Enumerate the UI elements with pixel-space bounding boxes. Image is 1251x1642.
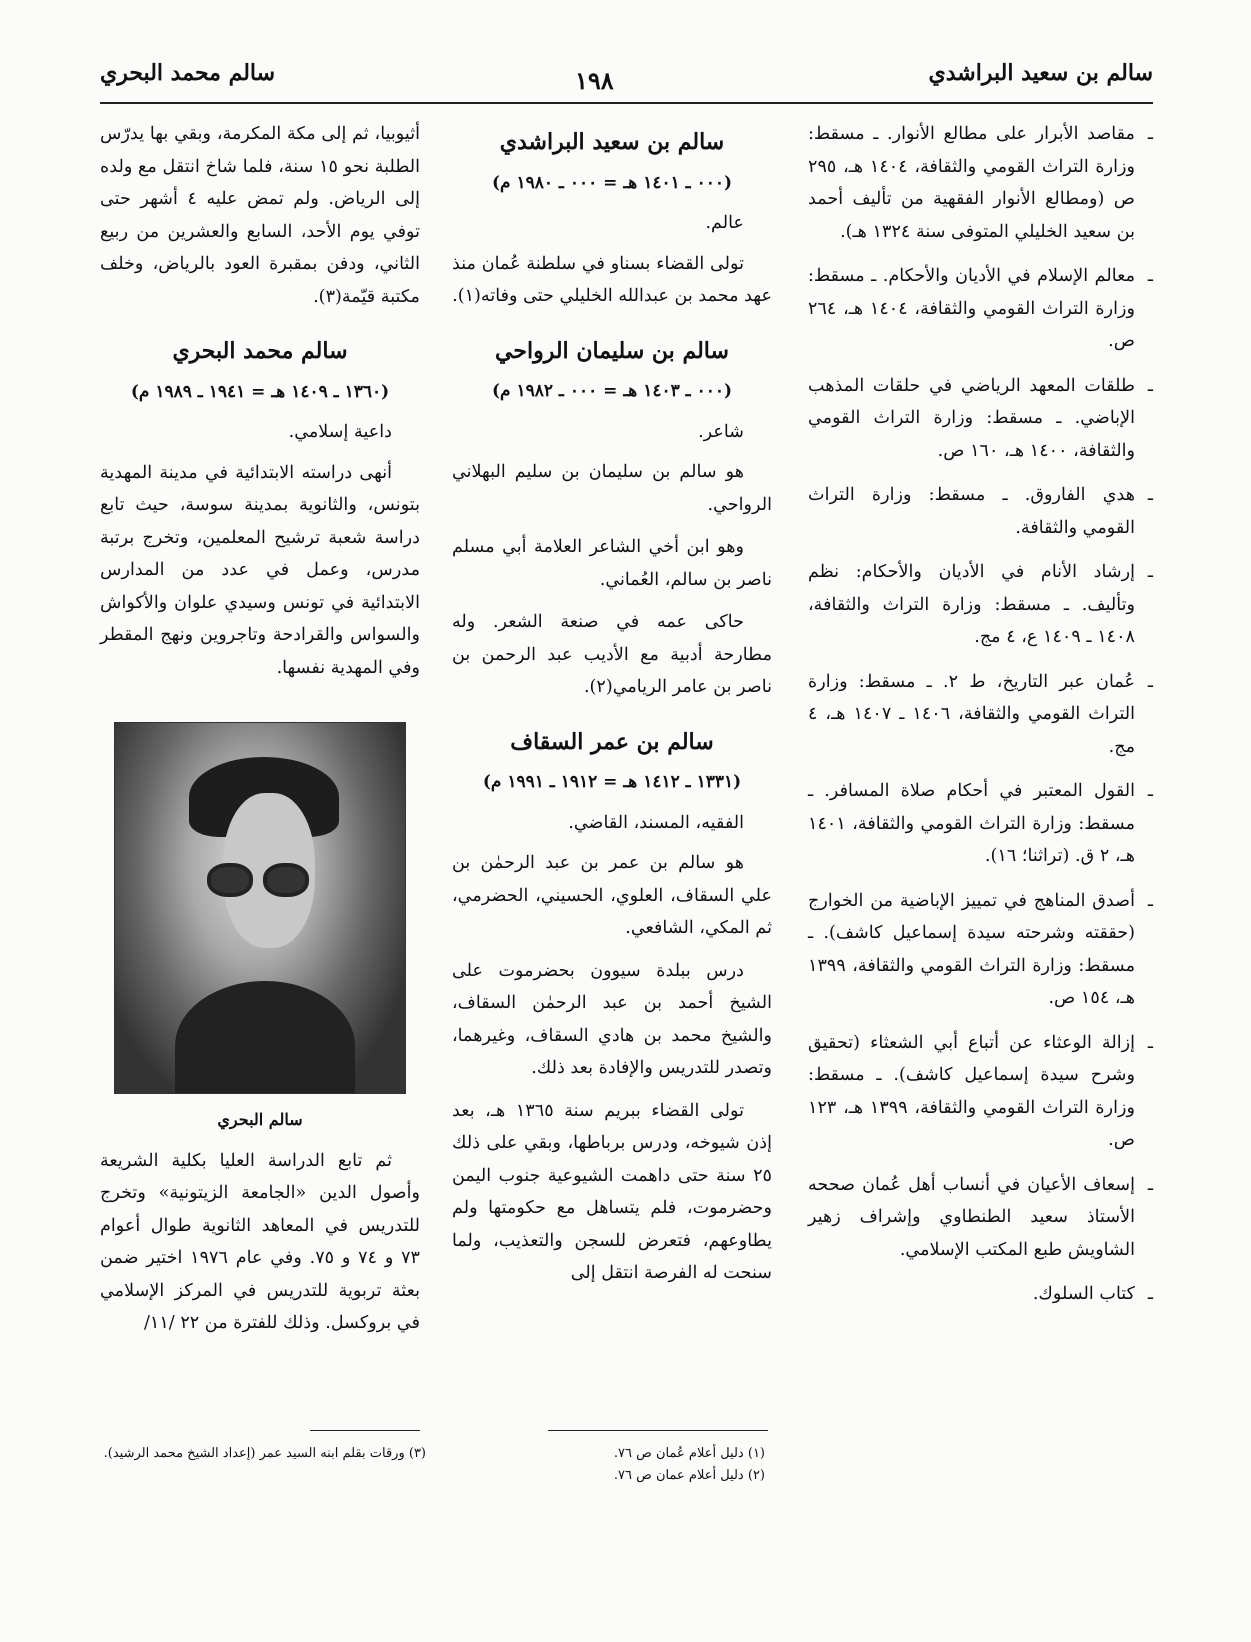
portrait-suit bbox=[175, 981, 355, 1094]
entry-role: الفقيه، المسند، القاضي. bbox=[568, 812, 744, 833]
portrait-glasses bbox=[263, 863, 309, 897]
entry-dates: (٠٠٠ ـ ١٤٠١ هـ = ٠٠٠ ـ ١٩٨٠ م) bbox=[491, 172, 733, 193]
entry-text: ثم تابع الدراسة العليا بكلية الشريعة وأصول الدين «الجامعة الزيتونية» وتخرج للتدريس في المعاهد الثانوية طوال أعوام ٧٣ و ٧٤ و ٧٥. وفي عام ١٩٧٦ اختير ضمن بعثة تربوية للتدريس في المركز الإسلامي في بروكسل. وذلك للفترة من ٢٢ /١١/ bbox=[100, 1150, 420, 1333]
bibliography-item: ـ طلقات المعهد الرياضي في حلقات المذهب الإباضي. ـ مسقط: وزارة التراث القومي والثقافة، ١٤٠٠ هـ، ١٦٠ ص. bbox=[808, 370, 1153, 468]
entry-text: تولى القضاء بسناو في سلطنة عُمان منذ عهد محمد بن عبدالله الخليلي حتى وفاته(١). bbox=[452, 253, 772, 306]
entry-dates: (١٣٦٠ ـ ١٤٠٩ هـ = ١٩٤١ ـ ١٩٨٩ م) bbox=[130, 381, 390, 402]
footnotes-middle bbox=[525, 1443, 765, 1487]
bibliography-item: ـ أصدق المناهج في تمييز الإباضية من الخوارج (حققته وشرحته سيدة إسماعيل كاشف). ـ مسقط: وزارة التراث القومي والثقافة، ١٣٩٩ هـ، ١٥٤ ص. bbox=[808, 885, 1153, 1015]
entry-text: أثيوبيا، ثم إلى مكة المكرمة، وبقي بها يدرّس الطلبة نحو ١٥ سنة، فلما شاخ انتقل مع ولده إلى الرياض. ولم تمض عليه ٤ أشهر حتى توفي يوم الأحد، السابع والعشرين من ربيع الثاني، ودفن بمقبرة العود بالرياض، وخلف مكتبة قيّمة(٣). bbox=[100, 124, 420, 307]
footnote: (١) دليل أعلام عُمان ص ٧٦. bbox=[613, 1446, 765, 1461]
header-rule bbox=[100, 102, 1153, 104]
middle-column bbox=[452, 118, 772, 1300]
right-column bbox=[808, 118, 1153, 1323]
entry-text: درس ببلدة سيوون بحضرموت على الشيخ أحمد بن عبد الرحمٰن السقاف، والشيخ محمد بن هادي السقاف، وغيرهما، وتصدر للتدريس والإفادة بعد ذلك. bbox=[452, 960, 772, 1078]
footnote-rule bbox=[310, 1430, 420, 1431]
entry-text: حاكى عمه في صنعة الشعر. وله مطارحة أدبية مع الأديب عبد الرحمن بن ناصر بن عامر الريامي(٢). bbox=[452, 612, 772, 697]
footnote-rule bbox=[548, 1430, 768, 1431]
bibliography-item: ـ مقاصد الأبرار على مطالع الأنوار. ـ مسقط: وزارة التراث القومي والثقافة، ١٤٠٤ هـ، ٢٩٥ ص (ومطالع الأنوار الفقهية من تأليف أحمد بن سعيد الخليلي المتوفى سنة ١٣٢٤ هـ). bbox=[808, 118, 1153, 248]
photo-caption: سالم البحري bbox=[217, 1110, 303, 1129]
entry-text: تولى القضاء ببريم سنة ١٣٦٥ هـ، بعد إذن شيوخه، ودرس برباطها، وبقي على ذلك ٢٥ سنة حتى داهمت الشيوعية جنوب اليمن وحضرموت، فلم يتساهل مع حكومتها ولم يطاوعهم، فتعرض للسجن والتعذيب، ولما سنحت له الفرصة انتقل إلى bbox=[452, 1100, 772, 1283]
entry-dates: (١٣٣١ ـ ١٤١٢ هـ = ١٩١٢ ـ ١٩٩١ م) bbox=[482, 772, 742, 792]
entry-text: وهو ابن أخي الشاعر العلامة أبي مسلم ناصر بن سالم، العُماني. bbox=[452, 537, 772, 590]
running-header-right: سالم بن سعيد البراشدي bbox=[928, 60, 1153, 86]
portrait-photo bbox=[114, 722, 406, 1094]
footnotes-left bbox=[96, 1443, 426, 1465]
entry-heading: سالم محمد البحري bbox=[172, 338, 348, 364]
entry-text: هو سالم بن عمر بن عبد الرحمٰن بن علي السقاف، العلوي، الحسيني، الحضرمي، ثم المكي، الشافعي. bbox=[452, 853, 772, 938]
entry-dates: (٠٠٠ ـ ١٤٠٣ هـ = ٠٠٠ ـ ١٩٨٢ م) bbox=[491, 381, 733, 401]
bibliography-item: ـ عُمان عبر التاريخ، ط ٢. ـ مسقط: وزارة التراث القومي والثقافة، ١٤٠٦ ـ ١٤٠٧ هـ، ٤ مج. bbox=[808, 666, 1153, 764]
bibliography-item: ـ كتاب السلوك. bbox=[808, 1278, 1153, 1311]
entry-heading: سالم بن سعيد البراشدي bbox=[499, 129, 725, 155]
bibliography-item: ـ إسعاف الأعيان في أنساب أهل عُمان صححه الأستاذ سعيد الطنطاوي وإشراف زهير الشاويش طبع المكتب الإسلامي. bbox=[808, 1169, 1153, 1267]
entry-role: عالم. bbox=[705, 213, 744, 233]
entry-role: داعية إسلامي. bbox=[288, 422, 392, 442]
bibliography-item: ـ معالم الإسلام في الأديان والأحكام. ـ مسقط: وزارة التراث القومي والثقافة، ١٤٠٤ هـ، ٢٦٤ ص. bbox=[808, 260, 1153, 358]
footnote: (٢) دليل أعلام عمان ص ٧٦. bbox=[613, 1468, 765, 1483]
bibliography-item: ـ إرشاد الأنام في الأديان والأحكام: نظم وتأليف. ـ مسقط: وزارة التراث والثقافة، ١٤٠٨ ـ ١٤٠٩ ع، ٤ مج. bbox=[808, 556, 1153, 654]
entry-role: شاعر. bbox=[698, 421, 744, 442]
entry-heading: سالم بن عمر السقاف bbox=[510, 728, 714, 755]
entry-text: أنهى دراسته الابتدائية في مدينة المهدية بتونس، والثانوية بمدينة سوسة، حيث تابع دراسة شعبة ترشيح المعلمين، وتخرج برتبة مدرس، وعمل في عدد من المدارس الابتدائية في تونس وسيدي علوان والأكواش والسواس والقرادحة وتاجروين ونهج المقطر وفي المهدية نفسها. bbox=[100, 462, 420, 678]
bibliography-item: ـ إزالة الوعثاء عن أتباع أبي الشعثاء (تحقيق وشرح سيدة إسماعيل كاشف). ـ مسقط: وزارة التراث القومي والثقافة، ١٣٩٩ هـ، ١٢٣ ص. bbox=[808, 1027, 1153, 1157]
entry-heading: سالم بن سليمان الرواحي bbox=[495, 337, 729, 364]
portrait-glasses bbox=[207, 863, 253, 897]
page-number: ١٩٨ bbox=[575, 66, 614, 95]
bibliography-item: ـ القول المعتبر في أحكام صلاة المسافر. ـ مسقط: وزارة التراث القومي والثقافة، ١٤٠١ هـ، ٢ ق. (تراثنا؛ ١٦). bbox=[808, 775, 1153, 873]
running-header-left: سالم محمد البحري bbox=[100, 60, 276, 86]
footnote: (٣) ورقات بقلم ابنه السيد عمر (إعداد الشيخ محمد الرشيد). bbox=[103, 1446, 426, 1461]
bibliography-item: ـ هدي الفاروق. ـ مسقط: وزارة التراث القومي والثقافة. bbox=[808, 479, 1153, 544]
entry-text: هو سالم بن سليمان بن سليم البهلاني الرواحي. bbox=[452, 462, 772, 515]
left-column bbox=[100, 118, 420, 1350]
